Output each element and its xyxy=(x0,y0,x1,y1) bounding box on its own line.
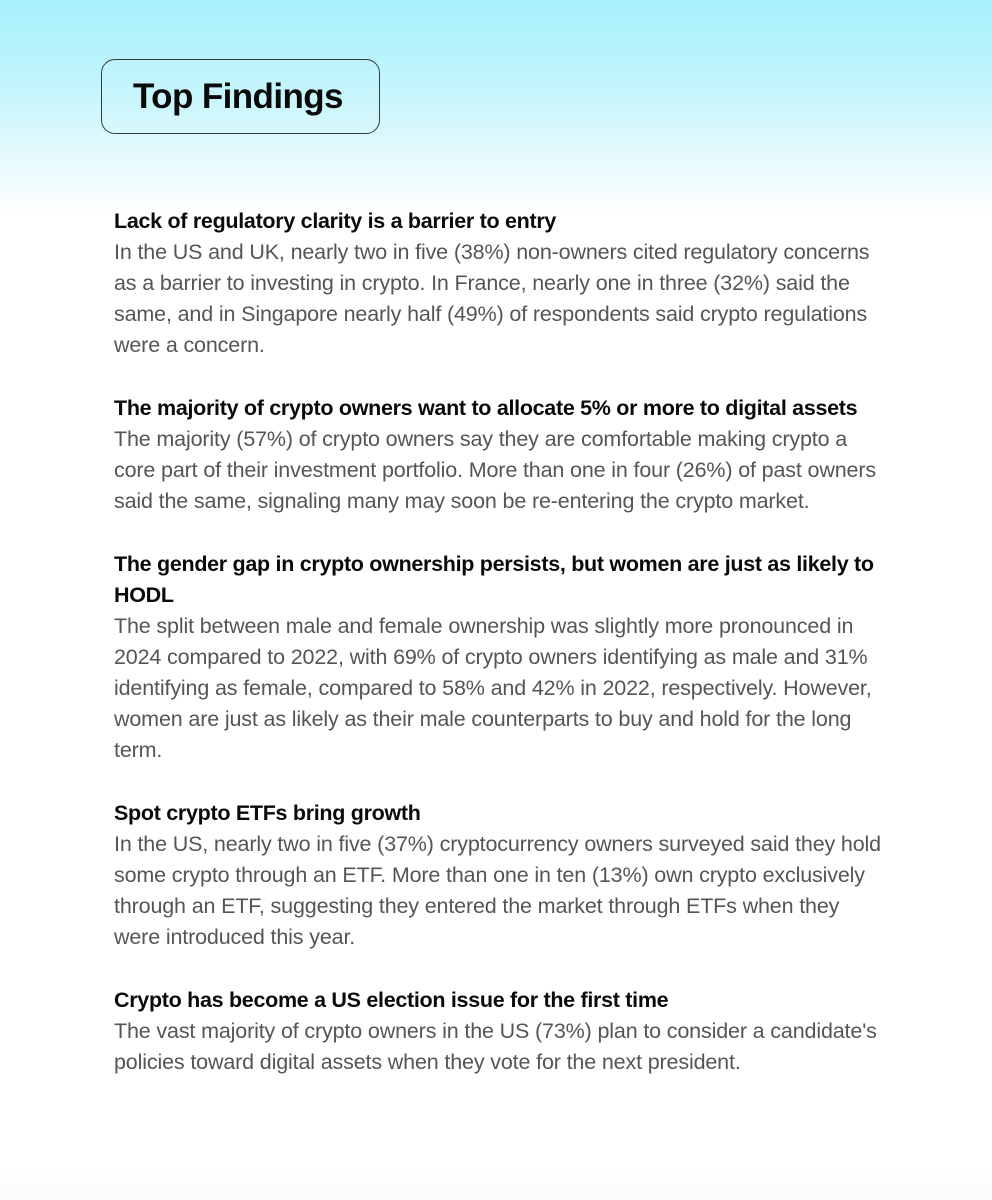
title-badge xyxy=(101,59,380,134)
finding-body: In the US, nearly two in five (37%) cryptocurrency owners surveyed said they hold some crypto through an ETF. More than one in ten (13%) own crypto exclusively through an ETF, suggesting they entered the market through ETFs when they were introduced this year. xyxy=(114,832,881,949)
page-title: Top Findings xyxy=(133,76,343,116)
finding-body: In the US and UK, nearly two in five (38%) non-owners cited regulatory concerns as a barrier to investing in crypto. In France, nearly one in three (32%) said the same, and in Singapore nearly half (49%) of respondents said crypto regulations were a concern. xyxy=(114,240,870,357)
finding-spot-etfs xyxy=(114,798,884,953)
finding-body: The split between male and female ownership was slightly more pronounced in 2024 compared to 2022, with 69% of crypto owners identifying as male and 31% identifying as female, compared to 58% and 42% in 2022, respectively. However, women are just as likely as their male counterparts to buy and hold for the long term. xyxy=(114,614,872,762)
findings-list xyxy=(114,206,884,1110)
finding-regulatory-clarity xyxy=(114,206,884,361)
finding-heading: The majority of crypto owners want to allocate 5% or more to digital assets xyxy=(114,396,858,420)
finding-allocation xyxy=(114,393,884,517)
finding-heading: Lack of regulatory clarity is a barrier to entry xyxy=(114,209,557,233)
finding-body: The vast majority of crypto owners in the US (73%) plan to consider a candidate's policies toward digital assets when they vote for the next president. xyxy=(114,1019,877,1074)
finding-body: The majority (57%) of crypto owners say they are comfortable making crypto a core part of their investment portfolio. More than one in four (26%) of past owners said the same, signaling many may soon be re-entering the crypto market. xyxy=(114,427,876,513)
finding-gender-gap xyxy=(114,549,884,766)
finding-election-issue xyxy=(114,985,884,1078)
finding-heading: Crypto has become a US election issue for the first time xyxy=(114,988,669,1012)
finding-heading: The gender gap in crypto ownership persists, but women are just as likely to HODL xyxy=(114,552,874,607)
finding-heading: Spot crypto ETFs bring growth xyxy=(114,801,421,825)
